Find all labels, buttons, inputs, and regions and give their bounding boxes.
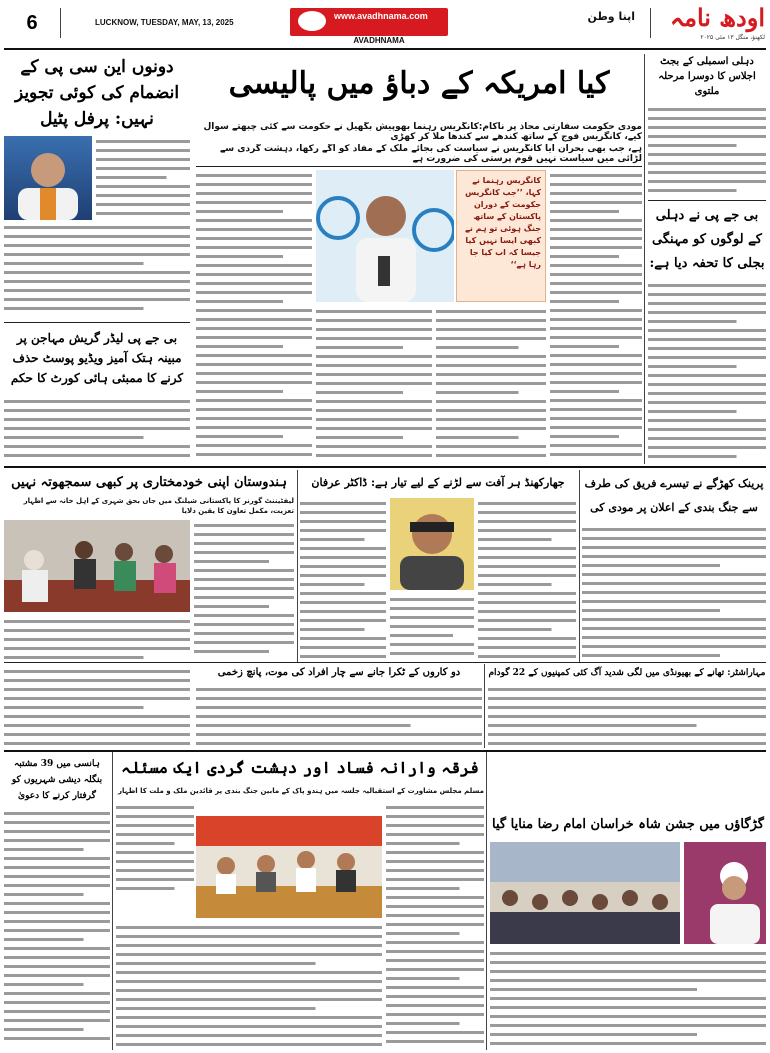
sinha-body-2 <box>4 616 190 660</box>
left-mid-body <box>4 396 190 462</box>
terror-body-1 <box>116 802 194 898</box>
right-story2-body <box>648 280 766 462</box>
main-headline: کیا امریکہ کے دباؤ میں پالیسی <box>228 66 610 101</box>
accident-body <box>196 684 482 748</box>
praful-patel-photo <box>4 136 92 220</box>
main-col-4 <box>550 170 642 462</box>
right-story2-headline: بی جے پی نے دہلی کے لوگوں کو مہنگی بجلی کا تحفہ دیا ہے: <box>649 208 765 271</box>
hansi-headline: ہانسی میں 39 مشتبہ بنگلہ دیشی شہریوں کو گرفتار کرنے کا دعویٰ <box>11 759 103 801</box>
ansari-body-3 <box>478 498 576 660</box>
dateline: LUCKNOW, TUESDAY, MAY, 13, 2025 <box>95 18 234 27</box>
page-number: 6 <box>26 12 38 34</box>
brand-logo-icon <box>298 11 326 31</box>
ansari-body-1 <box>300 498 386 660</box>
hansi-body <box>4 808 110 1048</box>
fire-body <box>488 684 766 748</box>
left-top-body-2 <box>4 222 190 318</box>
left-mid-headline: بی جے پی لیڈر گریش مہاجن پر مبینہ ہتک آمیز ویڈیو پوسٹ حذف کرنے کا ممبئی ہائی کورٹ کا حکم <box>10 331 184 385</box>
terror-body-3 <box>116 922 382 1048</box>
logo-subline: لکھنؤ، منگل ۱۳ مئی ۲۰۲۵ <box>700 34 765 41</box>
family-visit-icon <box>4 520 190 612</box>
gurgaon-gathering-photo <box>490 842 680 944</box>
kharge-body <box>582 524 766 660</box>
fire-headline: مہاراشٹر: تھانے کے بھیونڈی میں لگی شدید آگ کئی کمپنیوں کے 22 گودام <box>488 668 766 678</box>
main-deck-2: ہے، جب بھی بحران آیا کانگریس نے سیاست کی بجائے ملک کے مفاد کو آگے رکھا، دہشت گردی سے لڑائی میں سیاست نہیں قوم پرستی کی ضرورت ہے <box>219 144 642 164</box>
main-col-3 <box>436 306 546 462</box>
portrait-icon <box>390 498 474 590</box>
accident-headline: دو کاروں کے ٹکرا جانے سے چار افراد کی موت، پانچ زخمی <box>217 667 461 678</box>
pull-quote: کانگریس رہنما نے کہا، ’’جب کانگریس حکومت کے دوران پاکستان کے ساتھ جنگ ہوئی تو ہم نے کبھی ایسا نہیں کیا جیسا کہ اب کیا جا رہا ہے‘‘ <box>456 170 546 302</box>
sinha-body-1 <box>194 520 294 660</box>
meeting-icon <box>196 816 382 918</box>
left-top-body <box>96 136 190 220</box>
main-deck-1: مودی حکومت سفارتی محاذ پر ناکام:کانگریس رہنما بھوپیش بگھیل نے حکومت سے کئی چبھتے سوال کیے، کانگریس فوج کے ساتھ کندھے سے کندھا ملا کر کھڑی <box>203 122 642 142</box>
newspaper-logo: اودھ نامہ <box>670 3 765 32</box>
website-link[interactable]: www.avadhnama.com <box>334 11 428 21</box>
sinha-headline: ہندوستان اپنی خودمختاری پر کبھی سمجھوتہ نہیں <box>11 475 287 490</box>
irfan-ansari-photo <box>390 498 474 590</box>
main-col-2 <box>316 306 432 462</box>
ansari-body-2 <box>390 594 474 660</box>
baghel-podium-photo <box>316 170 454 302</box>
brand-en: AVADHNAMA <box>353 36 405 45</box>
gurgaon-headline: گڑگاؤں میں جشن شاہ خراسان امام رضا منایا گیا <box>492 817 764 832</box>
mushawarat-meeting-photo <box>196 816 382 918</box>
terror-body-2 <box>386 802 484 1048</box>
gurgaon-cleric-photo <box>684 842 766 944</box>
kharge-headline: پرینک کھڑگے نے تیسرے فریق کی طرف سے جنگ بندی کے اعلان پر مودی کی <box>584 477 764 514</box>
portrait-icon <box>684 842 766 944</box>
right-top-headline: دہلی اسمبلی کے بجٹ اجلاس کا دوسرا مرحلہ ملتوی <box>658 56 756 97</box>
lower-left-body <box>4 666 190 748</box>
left-top-headline: دونوں این سی پی کے انضمام کی کوئی تجویز نہیں: پرفل پٹیل <box>14 57 180 129</box>
sinha-family-photo <box>4 520 190 612</box>
portrait-icon <box>4 136 92 220</box>
brand-banner[interactable] <box>290 8 448 36</box>
main-col-1 <box>196 170 312 462</box>
press-conference-icon <box>316 170 454 302</box>
terror-subhead: مسلم مجلس مشاورت کے استقبالیہ جلسہ میں ہندو پاک کے مابین جنگ بندی پر قائدین ملک و ملت کا اظہار <box>117 787 484 795</box>
ansari-headline: جھارکھنڈ ہر آفت سے لڑنے کے لیے تیار ہے: ڈاکٹر عرفان <box>311 476 565 489</box>
sinha-subhead: لیفٹیننٹ گورنر کا پاکستانی شیلنگ میں جاں بحق شہری کے اہل خانہ سے اظہار تعزیت، مکمل تعاون کا یقین دلایا <box>23 497 294 515</box>
gurgaon-body <box>490 948 766 1048</box>
terror-headline: فرقہ وارانہ فساد اور دہشت گردی ایک مسئلہ <box>121 758 479 777</box>
section-name: اپنا وطن <box>587 10 635 23</box>
masthead <box>0 0 770 48</box>
gathering-icon <box>490 842 680 944</box>
right-top-body <box>648 104 766 198</box>
